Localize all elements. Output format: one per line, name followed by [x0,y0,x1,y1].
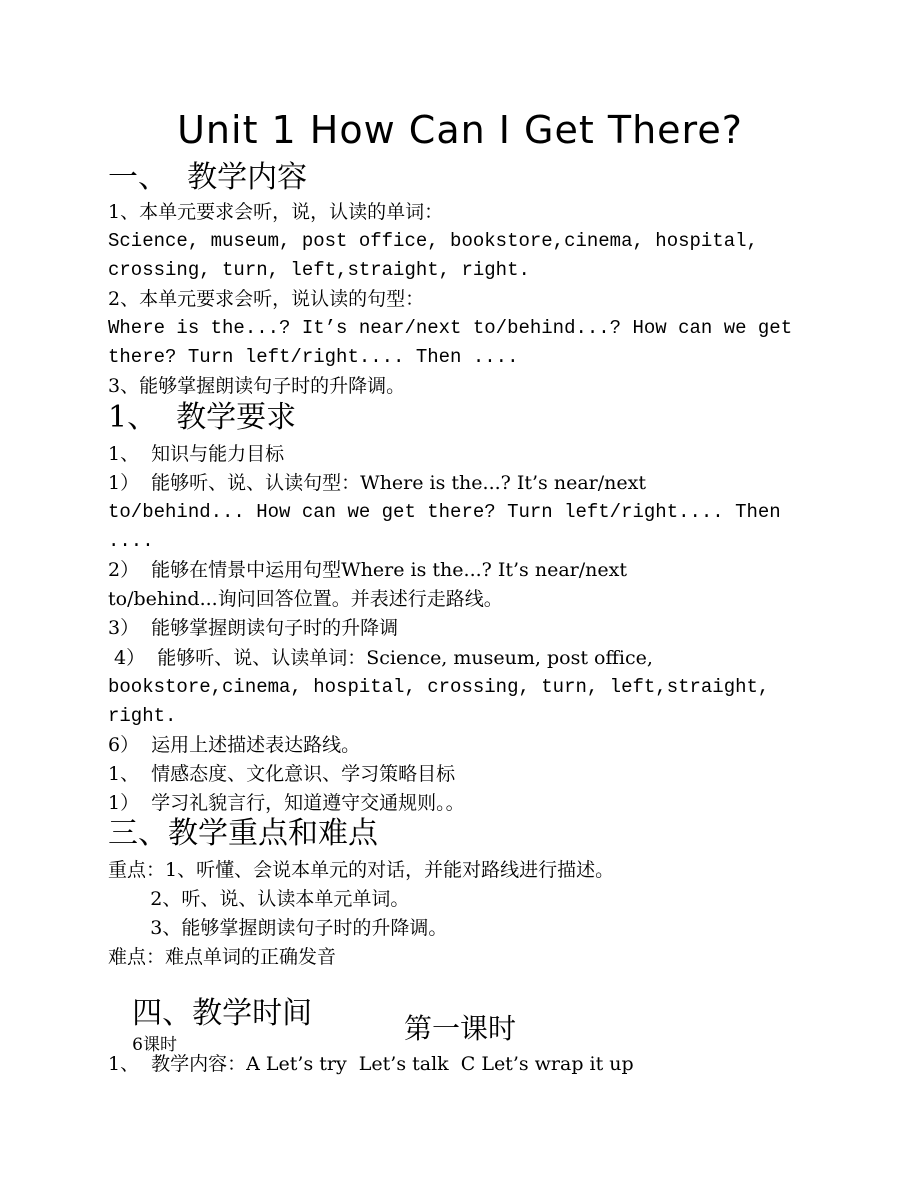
s2-line-13: 1） 学习礼貌言行，知道遵守交通规则。。 [108,792,465,814]
s2-line-7: 3） 能够掌握朗读句子时的升降调 [108,617,399,639]
s2-line-4: .... [108,530,154,552]
s2-line-11: 6） 运用上述描述表达路线。 [108,734,361,756]
lesson-1-title: 第一课时 [403,1012,516,1045]
s1-line-6: there? Turn left/right.... Then .... [108,346,519,368]
s1-line-2: Science, museum, post office, bookstore,cinema, hospital, [108,230,758,252]
s2-line-9: bookstore,cinema, hospital, crossing, turn, left,straight, [108,676,770,698]
section-4-heading: 四、教学时间 [132,996,313,1031]
s2-line-5: 2） 能够在情景中运用句型Where is the...? It’s near/next [108,559,627,581]
section-1-heading: 一、 教学内容 [108,160,308,195]
s2-line-8: 4） 能够听、说、认读单词：Science, museum, post office, [108,647,653,669]
section-3-heading: 三、教学重点和难点 [108,816,378,851]
s3-line-3: 3、能够掌握朗读句子时的升降调。 [108,917,448,939]
s2-line-10: right. [108,705,177,727]
s2-line-3: to/behind... How can we get there? Turn left/right.... Then [108,501,781,523]
s3-line-1: 重点：1、听懂、会说本单元的对话，并能对路线进行描述。 [108,859,615,881]
s3-line-4: 难点：难点单词的正确发音 [108,946,337,968]
s2-line-2: 1） 能够听、说、认读句型：Where is the...? It’s near/next [108,472,646,494]
section-2-heading: 1、 教学要求 [108,400,297,435]
s1-line-4: 2、本单元要求会听，说认读的句型： [108,288,425,310]
document-title: Unit 1 How Can I Get There? [177,108,743,152]
s1-line-3: crossing, turn, left,straight, right. [108,259,530,281]
s1-line-5: Where is the...? It’s near/next to/behind...? How can we get [108,317,793,339]
s2-line-12: 1、 情感态度、文化意识、学习策略目标 [108,763,456,785]
s1-line-7: 3、能够掌握朗读句子时的升降调。 [108,375,406,397]
lesson-1-line-1: 1、 教学内容：A Let’s try Let’s talk C Let’s wrap it up [108,1053,634,1075]
s3-line-2: 2、听、说、认读本单元单词。 [108,888,410,910]
s2-line-1: 1、 知识与能力目标 [108,443,285,465]
s1-line-1: 1、本单元要求会听，说，认读的单词： [108,201,444,223]
teaching-hours: 6课时 [132,1035,177,1055]
s2-line-6: to/behind...询问回答位置。并表述行走路线。 [108,588,503,610]
